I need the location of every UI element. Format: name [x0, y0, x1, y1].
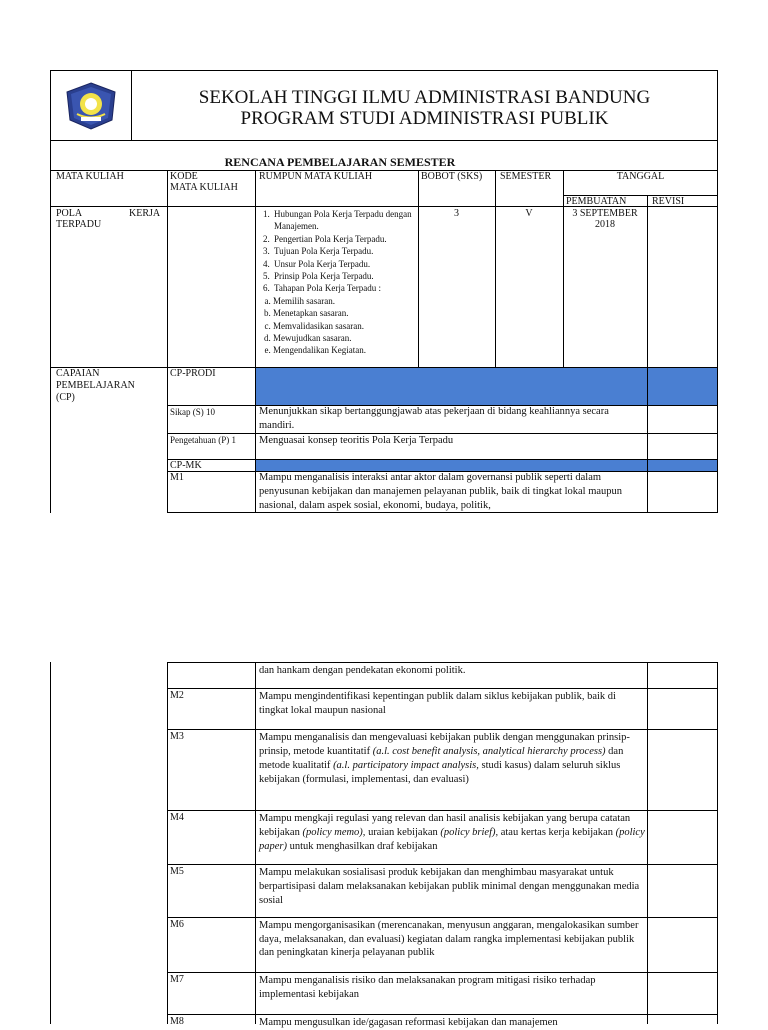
m8-text: Mampu mengusulkan ide/gagasan reformasi kebijakan dan manajemen — [259, 1017, 558, 1028]
list-item: e. Mengendalikan Kegiatan. — [273, 344, 415, 356]
list-item: d. Mewujudkan sasaran. — [273, 332, 415, 344]
cp-label-2: PEMBELAJARAN — [56, 380, 135, 391]
m6-text: Mampu mengorganisasikan (merencanakan, menyusun anggaran, mengalokasikan sumber daya, melaksanakan, dan evaluasi) kegiatan dalam rangka implementasi kebijakan publik dan peningkatan kinerja pelayanan publik — [259, 920, 639, 958]
m1-text: Mampu menganalisis interaksi antar aktor dalam governansi publik seperti dalam penyusunan kebijakan dan manajemen pelayanan publik, baik di tingkat lokal maupun nasional, dalam aspek sosial, ekonomi, budaya, politik, — [259, 472, 623, 511]
m4-text: Mampu mengkaji regulasi yang relevan dan hasil analisis kebijakan yang berupa catatan kebijakan (policy memo), uraian kebijakan (policy brief), atau kertas kerja kebijakan (policy paper) untuk menghasilkan draf kebijakan — [259, 813, 645, 852]
col-semester: SEMESTER — [500, 171, 552, 182]
m8-label: M8 — [170, 1016, 184, 1027]
list-item: 4. Unsur Pola Kerja Terpadu. — [272, 258, 415, 270]
pembuatan-year: 2018 — [595, 219, 615, 230]
list-item: 5. Prinsip Pola Kerja Terpadu. — [272, 270, 415, 282]
m6-label: M6 — [170, 919, 184, 930]
topic-list — [259, 208, 415, 357]
cp-prodi-label: CP-PRODI — [170, 368, 216, 379]
m7-text: Mampu menganalisis risiko dan melaksanakan program mitigasi risiko terhadap implementasi kebijakan — [259, 975, 596, 1000]
list-item: c. Memvalidasikan sasaran. — [273, 320, 415, 332]
pengetahuan-label: Pengetahuan (P) 1 — [170, 435, 236, 445]
col-bobot: BOBOT (SKS) — [421, 171, 483, 182]
cp-label-3: (CP) — [56, 392, 75, 403]
cp-mk-label: CP-MK — [170, 460, 202, 471]
list-item: b. Menetapkan sasaran. — [273, 307, 415, 319]
bobot-value: 3 — [454, 208, 459, 219]
list-item: 1. Hubungan Pola Kerja Terpadu dengan Manajemen. — [272, 208, 415, 233]
col-tanggal: TANGGAL — [616, 171, 665, 182]
list-item: 2. Pengertian Pola Kerja Terpadu. — [272, 233, 415, 245]
m1-text-clip — [259, 471, 645, 512]
m2-label: M2 — [170, 690, 184, 701]
sikap-text: Menunjukkan sikap bertanggungjawab atas pekerjaan di bidang keahliannya secara mandiri. — [259, 406, 609, 431]
m2-text: Mampu mengindentifikasi kepentingan publik dalam siklus kebijakan publik, baik di tingkat lokal maupun nasional — [259, 691, 616, 716]
col-kode-2: MATA KULIAH — [170, 182, 238, 193]
cp-label-1: CAPAIAN — [56, 368, 100, 379]
institution-name: SEKOLAH TINGGI ILMU ADMINISTRASI BANDUNG — [198, 87, 651, 108]
m3-label: M3 — [170, 731, 184, 742]
col-revisi: REVISI — [652, 196, 685, 207]
program-name: PROGRAM STUDI ADMINISTRASI PUBLIK — [240, 108, 609, 129]
m5-text: Mampu melakukan sosialisasi produk kebijakan dan menghimbau masyarakat untuk berpartisipasi dalam melaksanakan kebijakan publik minimal dengan menggunakan media sosial — [259, 867, 640, 906]
pengetahuan-text: Menguasai konsep teoritis Pola Kerja Terpadu — [259, 435, 454, 446]
list-item: 6. Tahapan Pola Kerja Terpadu : — [272, 282, 415, 294]
col-kode: KODE — [170, 171, 198, 182]
col-pembuatan: PEMBUATAN — [566, 196, 627, 207]
sikap-label: Sikap (S) 10 — [170, 407, 215, 417]
m7-label: M7 — [170, 974, 184, 985]
m3-text: Mampu menganalisis dan mengevaluasi kebijakan publik dengan menggunakan prinsip-prinsip, metode kuantitatif (a.l. cost benefit analysis, analytical hierarchy process) dan metode kualitatif (a.l. participatory impact analysis, studi kasus) dalam seluruh siklus kebijakan (formulasi, implementasi, dan evaluasi) — [259, 732, 630, 785]
col-rumpun: RUMPUN MATA KULIAH — [259, 171, 373, 182]
semester-value: V — [525, 208, 533, 219]
course-name-word-2: KERJA — [129, 208, 161, 219]
course-name-line-2: TERPADU — [56, 219, 102, 230]
document-title: RENCANA PEMBELAJARAN SEMESTER — [224, 155, 456, 169]
m4-label: M4 — [170, 812, 184, 823]
m1-text-continued: dan hankam dengan pendekatan ekonomi politik. — [259, 665, 466, 676]
col-mata-kuliah: MATA KULIAH — [56, 171, 124, 182]
m1-label: M1 — [170, 472, 184, 483]
list-item: a. Memilih sasaran. — [273, 295, 415, 307]
m5-label: M5 — [170, 866, 184, 877]
list-item: 3. Tujuan Pola Kerja Terpadu. — [272, 245, 415, 257]
course-name-word-1: POLA — [56, 208, 83, 219]
stia-bandung-logo-icon — [62, 80, 120, 132]
pembuatan-date: 3 SEPTEMBER — [572, 208, 638, 219]
